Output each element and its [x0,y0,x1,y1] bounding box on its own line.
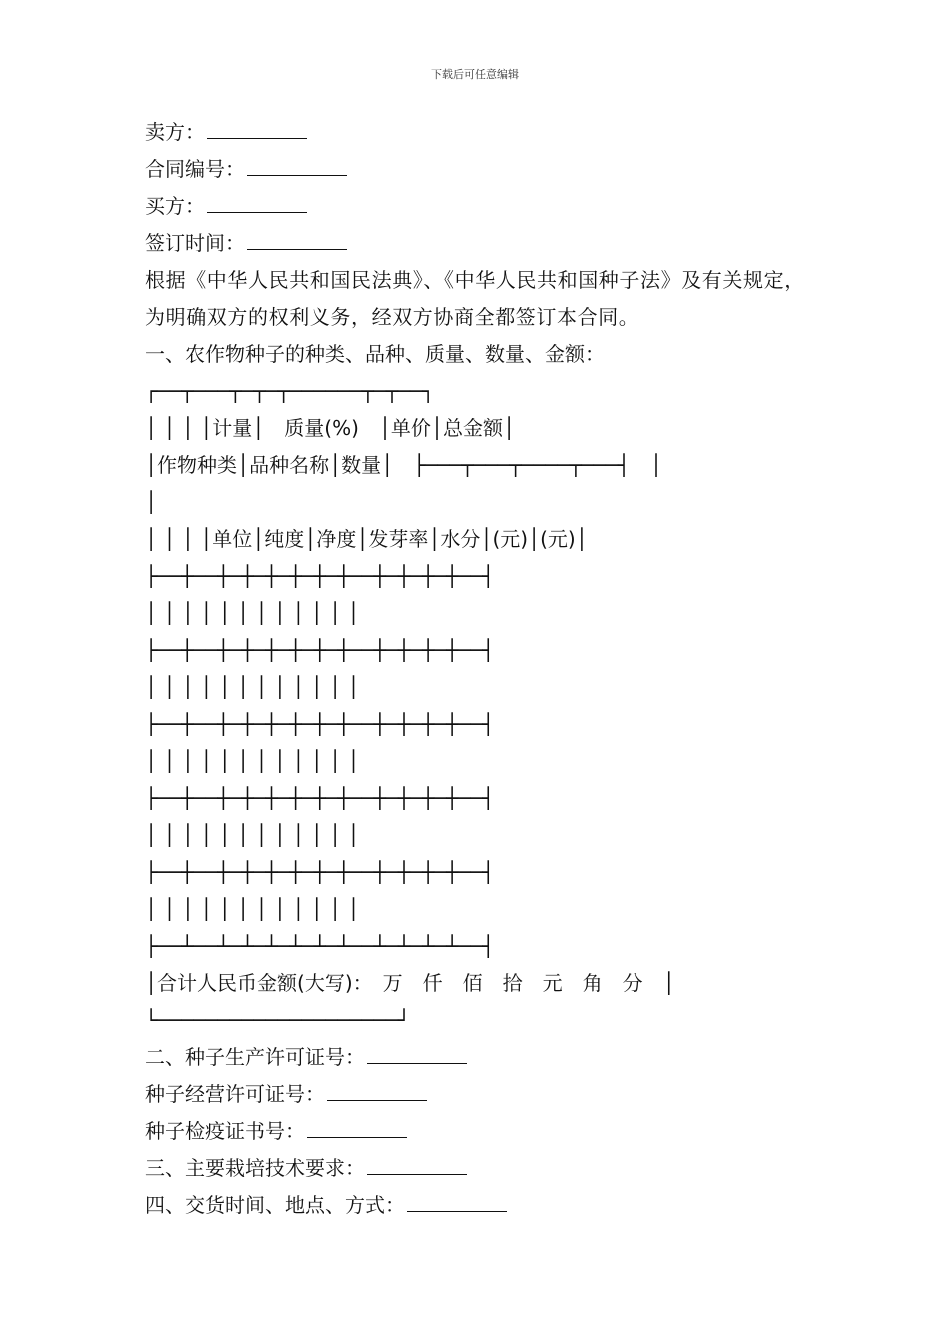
table-line: │ │ │ │计量│ 质量(%) │单价│总金额│ [145,416,516,440]
field-label: 合同编号： [145,157,245,181]
table-line: ├──┼──┼─┼─┼─┼─┼─┼──┼─┼─┼─┼──┤ [145,712,495,736]
field-sign-date [145,225,825,262]
intro-paragraph: 根据《中华人民共和国民法典》、《中华人民共和国种子法》及有关规定，为明确双方的权利义务，经双方协商全都签订本合同。 [145,268,805,329]
table-line: │ │ │ │ │ │ │ │ │ │ │ │ [145,601,360,625]
blank-line [247,153,347,176]
blank-line [207,190,307,213]
table-line: │ [145,490,158,514]
field-business-license [145,1076,825,1113]
table-line: │合计人民币金额(大写)： 万 仟 佰 拾 元 角 分 │ [145,971,675,995]
blank-line [367,1041,467,1064]
table-line: │ │ │ │ │ │ │ │ │ │ │ │ [145,749,360,773]
field-production-license [145,1039,825,1076]
table-line: ├──┼──┼─┼─┼─┼─┼─┼──┼─┼─┼─┼──┤ [145,564,495,588]
blank-line [367,1152,467,1175]
table-line: ├──┼──┼─┼─┼─┼─┼─┼──┼─┼─┼─┼──┤ [145,786,495,810]
blank-line [247,227,347,250]
table-line: │ │ │ │ │ │ │ │ │ │ │ │ [145,897,360,921]
table-line: │作物种类│品种名称│数量│ ├───┬───┬────┬───┤ │ [145,453,662,477]
field-label: 种子检疫证书号： [145,1119,305,1143]
table-line: │ │ │ │单位│纯度│净度│发芽率│水分│(元)│(元)│ [145,527,588,551]
blank-line [327,1078,427,1101]
table-line: ┌──┬───┬─┬─┬──────┬─┬──┐ [145,379,434,403]
field-seller [145,114,825,151]
table-line: └────────────────────┘ [145,1008,410,1032]
field-cultivation-req [145,1150,825,1187]
contract-document [145,114,825,1224]
header-note: 下载后可任意编辑 [431,68,519,81]
field-contract-number [145,151,825,188]
table-line: ├──┼──┼─┼─┼─┼─┼─┼──┼─┼─┼─┼──┤ [145,638,495,662]
blank-line [307,1115,407,1138]
table-line: ├──┴──┴─┴─┴─┴─┴─┴──┴─┴─┴─┴──┤ [145,934,495,958]
field-label: 二、种子生产许可证号： [145,1045,365,1069]
field-quarantine-cert [145,1113,825,1150]
table-line: │ │ │ │ │ │ │ │ │ │ │ │ [145,675,360,699]
field-delivery [145,1187,825,1224]
field-label: 签订时间： [145,231,245,255]
section-1-title: 一、农作物种子的种类、品种、质量、数量、金额： [145,342,605,366]
blank-line [407,1189,507,1212]
field-label: 四、交货时间、地点、方式： [145,1193,405,1217]
field-label: 种子经营许可证号： [145,1082,325,1106]
table-line: │ │ │ │ │ │ │ │ │ │ │ │ [145,823,360,847]
field-label: 买方： [145,194,205,218]
field-buyer [145,188,825,225]
table-line: ├──┼──┼─┼─┼─┼─┼─┼──┼─┼─┼─┼──┤ [145,860,495,884]
seed-table [145,373,825,1039]
field-label: 卖方： [145,120,205,144]
field-label: 三、主要栽培技术要求： [145,1156,365,1180]
blank-line [207,116,307,139]
